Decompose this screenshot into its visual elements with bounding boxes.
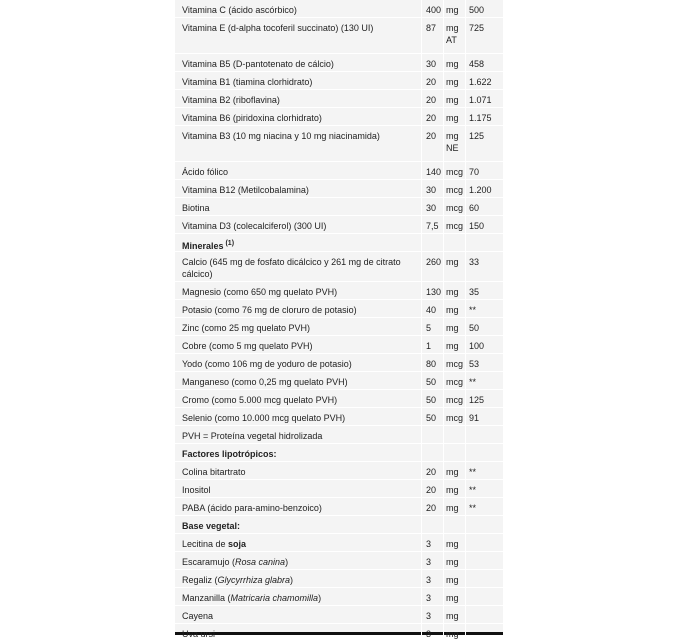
daily-value-percent: 1.622 (469, 77, 492, 87)
table-row (175, 534, 503, 552)
column-divider (421, 300, 422, 317)
column-divider (443, 480, 444, 497)
column-divider (421, 126, 422, 161)
column-divider (421, 534, 422, 551)
unit-value: mg NE (446, 131, 459, 153)
amount-value: 20 (426, 113, 437, 123)
unit-value: mg (446, 467, 459, 477)
ingredient-name (182, 556, 418, 568)
column-divider (443, 0, 444, 17)
column-divider (465, 570, 466, 587)
daily-value-percent: 125 (469, 131, 485, 141)
daily-value-percent: 35 (469, 287, 480, 297)
ingredient-name: Vitamina B2 (riboflavina) (182, 95, 280, 105)
amount-value: 130 (426, 287, 442, 297)
unit-value: mcg (446, 359, 464, 369)
column-divider (443, 426, 444, 443)
column-divider (465, 300, 466, 317)
ingredient-name-part: ) (290, 575, 294, 585)
table-row (175, 54, 503, 72)
ingredient-name-part: Glycyrrhiza glabra (217, 575, 291, 585)
column-divider (443, 162, 444, 179)
daily-value-percent: 150 (469, 221, 485, 231)
amount-value: 20 (426, 503, 437, 513)
unit-value: mg (446, 257, 459, 267)
ingredient-name: Zinc (como 25 mg quelato PVH) (182, 323, 311, 333)
table-row (175, 426, 503, 444)
column-divider (443, 318, 444, 335)
daily-value-percent: 1.071 (469, 95, 492, 105)
column-divider (421, 180, 422, 197)
amount-value: 50 (426, 395, 437, 405)
daily-value-percent: ** (469, 467, 477, 477)
ingredient-name: Biotina (182, 203, 210, 213)
unit-value: mcg (446, 413, 464, 423)
table-row (175, 180, 503, 198)
column-divider (421, 54, 422, 71)
column-divider (465, 462, 466, 479)
ingredient-name: Vitamina D3 (colecalciferol) (300 UI) (182, 221, 327, 231)
unit-value: mg (446, 503, 459, 513)
table-row (175, 462, 503, 480)
column-divider (465, 252, 466, 281)
unit-value: mcg (446, 203, 464, 213)
column-divider (421, 552, 422, 569)
daily-value-percent: 91 (469, 413, 480, 423)
section-title: Base vegetal: (182, 521, 241, 531)
table-row (175, 336, 503, 354)
column-divider (421, 372, 422, 389)
table-row (175, 318, 503, 336)
ingredient-name: Inositol (182, 485, 211, 495)
daily-value-percent: 60 (469, 203, 480, 213)
unit-value: mg (446, 305, 459, 315)
daily-value-percent: ** (469, 485, 477, 495)
column-divider (443, 126, 444, 161)
column-divider (465, 588, 466, 605)
section-header (175, 444, 503, 462)
column-divider (421, 354, 422, 371)
ingredient-name: Calcio (645 mg de fosfato dicálcico y 261 mg de citrato cálcico) (182, 257, 401, 279)
ingredient-name: Uva ursi (182, 629, 216, 639)
column-divider (465, 552, 466, 569)
column-divider (443, 216, 444, 233)
column-divider (421, 606, 422, 623)
table-row (175, 588, 503, 606)
table-row (175, 0, 503, 18)
amount-value: 50 (426, 413, 437, 423)
section-title: Factores lipotrópicos: (182, 449, 277, 459)
amount-value: 1 (426, 341, 432, 351)
amount-value: 3 (426, 611, 432, 621)
column-divider (465, 372, 466, 389)
amount-value: 50 (426, 377, 437, 387)
unit-value: mg (446, 59, 459, 69)
column-divider (443, 444, 444, 461)
table-row (175, 390, 503, 408)
column-divider (443, 588, 444, 605)
daily-value-percent: ** (469, 377, 477, 387)
ingredient-name: PVH = Proteína vegetal hidrolizada (182, 431, 323, 441)
ingredient-name: Vitamina B12 (Metilcobalamina) (182, 185, 309, 195)
column-divider (443, 606, 444, 623)
section-header (175, 234, 503, 252)
column-divider (443, 18, 444, 53)
column-divider (443, 108, 444, 125)
amount-value: 30 (426, 59, 437, 69)
column-divider (465, 318, 466, 335)
ingredient-name: Potasio (como 76 mg de cloruro de potasio) (182, 305, 357, 315)
column-divider (443, 390, 444, 407)
amount-value: 40 (426, 305, 437, 315)
daily-value-percent: 100 (469, 341, 485, 351)
unit-value: mg (446, 575, 459, 585)
unit-value: mg (446, 485, 459, 495)
table-row (175, 108, 503, 126)
amount-value: 3 (426, 557, 432, 567)
column-divider (443, 408, 444, 425)
amount-value: 260 (426, 257, 442, 267)
table-row (175, 72, 503, 90)
table-row (175, 372, 503, 390)
unit-value: mg (446, 5, 459, 15)
table-row (175, 498, 503, 516)
section-header (175, 516, 503, 534)
column-divider (421, 18, 422, 53)
unit-value: mg (446, 557, 459, 567)
column-divider (421, 390, 422, 407)
table-row (175, 570, 503, 588)
table-row (175, 18, 503, 54)
ingredient-name: Vitamina B5 (D-pantotenato de cálcio) (182, 59, 334, 69)
column-divider (443, 462, 444, 479)
amount-value: 20 (426, 485, 437, 495)
amount-value: 20 (426, 131, 437, 141)
column-divider (465, 606, 466, 623)
column-divider (465, 18, 466, 53)
ingredient-name-part: ) (285, 557, 289, 567)
column-divider (465, 126, 466, 161)
column-divider (443, 516, 444, 533)
ingredient-name (182, 592, 418, 604)
ingredient-name-part: Matricaria chamomilla (230, 593, 319, 603)
column-divider (421, 408, 422, 425)
column-divider (465, 108, 466, 125)
table-row (175, 216, 503, 234)
column-divider (443, 300, 444, 317)
column-divider (465, 234, 466, 251)
amount-value: 3 (426, 575, 432, 585)
daily-value-percent: ** (469, 503, 477, 513)
ingredient-name: Cayena (182, 611, 214, 621)
daily-value-percent: 53 (469, 359, 480, 369)
daily-value-percent: 725 (469, 23, 485, 33)
unit-value: mg (446, 287, 459, 297)
daily-value-percent: 1.200 (469, 185, 492, 195)
table-row (175, 198, 503, 216)
unit-value: mg (446, 113, 459, 123)
column-divider (465, 162, 466, 179)
column-divider (465, 198, 466, 215)
column-divider (443, 372, 444, 389)
column-divider (421, 108, 422, 125)
column-divider (465, 54, 466, 71)
ingredient-name-part: Manzanilla ( (182, 593, 231, 603)
unit-value: mcg (446, 185, 464, 195)
ingredient-name-part: ) (318, 593, 322, 603)
column-divider (421, 480, 422, 497)
column-divider (421, 570, 422, 587)
column-divider (465, 216, 466, 233)
daily-value-percent: 33 (469, 257, 480, 267)
column-divider (465, 354, 466, 371)
column-divider (443, 624, 444, 641)
ingredient-name: Manganeso (como 0,25 mg quelato PVH) (182, 377, 348, 387)
amount-value: 140 (426, 167, 442, 177)
column-divider (421, 234, 422, 251)
unit-value: mg (446, 341, 459, 351)
column-divider (465, 480, 466, 497)
table-row (175, 252, 503, 282)
column-divider (421, 498, 422, 515)
column-divider (443, 252, 444, 281)
ingredient-name (182, 538, 418, 550)
column-divider (443, 354, 444, 371)
ingredient-name: Vitamina B6 (piridoxina clorhidrato) (182, 113, 322, 123)
column-divider (421, 162, 422, 179)
amount-value: 3 (426, 629, 432, 639)
unit-value: mg (446, 323, 459, 333)
amount-value: 3 (426, 593, 432, 603)
ingredient-name: Magnesio (como 650 mg quelato PVH) (182, 287, 338, 297)
column-divider (465, 444, 466, 461)
column-divider (421, 588, 422, 605)
column-divider (421, 318, 422, 335)
unit-value: mg (446, 539, 459, 549)
ingredient-name: Vitamina B3 (10 mg niacina y 10 mg niacinamida) (182, 131, 380, 141)
column-divider (465, 72, 466, 89)
column-divider (465, 408, 466, 425)
ingredient-name (182, 574, 418, 586)
table-row (175, 300, 503, 318)
column-divider (443, 498, 444, 515)
column-divider (421, 426, 422, 443)
column-divider (443, 534, 444, 551)
table-row (175, 354, 503, 372)
amount-value: 3 (426, 539, 432, 549)
column-divider (443, 570, 444, 587)
column-divider (465, 90, 466, 107)
table-row (175, 624, 503, 642)
daily-value-percent: 70 (469, 167, 480, 177)
unit-value: mg AT (446, 23, 459, 45)
amount-value: 20 (426, 77, 437, 87)
column-divider (443, 180, 444, 197)
amount-value: 20 (426, 95, 437, 105)
column-divider (421, 624, 422, 641)
column-divider (465, 624, 466, 641)
unit-value: mg (446, 629, 459, 639)
ingredient-name: Vitamina E (d-alpha tocoferil succinato) (130 UI) (182, 23, 374, 33)
column-divider (421, 72, 422, 89)
column-divider (443, 282, 444, 299)
column-divider (443, 198, 444, 215)
amount-value: 30 (426, 203, 437, 213)
column-divider (421, 198, 422, 215)
column-divider (465, 516, 466, 533)
daily-value-percent: ** (469, 305, 477, 315)
daily-value-percent: 500 (469, 5, 485, 15)
ingredient-name: PABA (ácido para-amino-benzoico) (182, 503, 322, 513)
footnote-marker: (1) (223, 240, 235, 247)
daily-value-percent: 1.175 (469, 113, 492, 123)
column-divider (465, 282, 466, 299)
table-row (175, 282, 503, 300)
ingredient-name-part: Regaliz ( (182, 575, 218, 585)
column-divider (421, 282, 422, 299)
ingredient-name-part: soja (228, 539, 247, 549)
unit-value: mg (446, 95, 459, 105)
ingredient-name: Ácido fólico (182, 167, 229, 177)
column-divider (421, 252, 422, 281)
unit-value: mg (446, 77, 459, 87)
ingredient-name: Vitamina B1 (tiamina clorhidrato) (182, 77, 313, 87)
unit-value: mcg (446, 167, 464, 177)
table-row (175, 90, 503, 108)
ingredient-name: Cromo (como 5.000 mcg quelato PVH) (182, 395, 338, 405)
ingredient-name: Colina bitartrato (182, 467, 246, 477)
column-divider (443, 90, 444, 107)
unit-value: mg (446, 611, 459, 621)
ingredient-name: Yodo (como 106 mg de yoduro de potasio) (182, 359, 352, 369)
table-row (175, 606, 503, 624)
amount-value: 400 (426, 5, 442, 15)
column-divider (443, 72, 444, 89)
column-divider (421, 444, 422, 461)
amount-value: 20 (426, 467, 437, 477)
column-divider (443, 54, 444, 71)
section-title: Minerales $^{(1)}$ (182, 240, 235, 251)
column-divider (443, 552, 444, 569)
ingredient-name-part: Rosa canina (235, 557, 286, 567)
unit-value: mcg (446, 221, 464, 231)
column-divider (421, 216, 422, 233)
column-divider (465, 336, 466, 353)
ingredient-name-part: Lecitina de (182, 539, 229, 549)
nutrition-table (175, 0, 503, 639)
column-divider (421, 0, 422, 17)
amount-value: 30 (426, 185, 437, 195)
daily-value-percent: 125 (469, 395, 485, 405)
ingredient-name: Vitamina C (ácido ascórbico) (182, 5, 297, 15)
column-divider (421, 516, 422, 533)
amount-value: 5 (426, 323, 432, 333)
unit-value: mcg (446, 395, 464, 405)
unit-value: mg (446, 593, 459, 603)
amount-value: 7,5 (426, 221, 439, 231)
column-divider (465, 498, 466, 515)
table-row (175, 552, 503, 570)
column-divider (465, 534, 466, 551)
table-row (175, 162, 503, 180)
ingredient-name-part: Escaramujo ( (182, 557, 236, 567)
column-divider (465, 426, 466, 443)
amount-value: 80 (426, 359, 437, 369)
column-divider (421, 90, 422, 107)
column-divider (465, 390, 466, 407)
daily-value-percent: 50 (469, 323, 480, 333)
unit-value: mcg (446, 377, 464, 387)
daily-value-percent: 458 (469, 59, 485, 69)
column-divider (465, 180, 466, 197)
table-row (175, 126, 503, 162)
ingredient-name: Selenio (como 10.000 mcg quelato PVH) (182, 413, 346, 423)
column-divider (465, 0, 466, 17)
table-row (175, 408, 503, 426)
column-divider (421, 336, 422, 353)
column-divider (443, 336, 444, 353)
amount-value: 87 (426, 23, 437, 33)
table-row (175, 480, 503, 498)
column-divider (421, 462, 422, 479)
ingredient-name: Cobre (como 5 mg quelato PVH) (182, 341, 313, 351)
column-divider (443, 234, 444, 251)
